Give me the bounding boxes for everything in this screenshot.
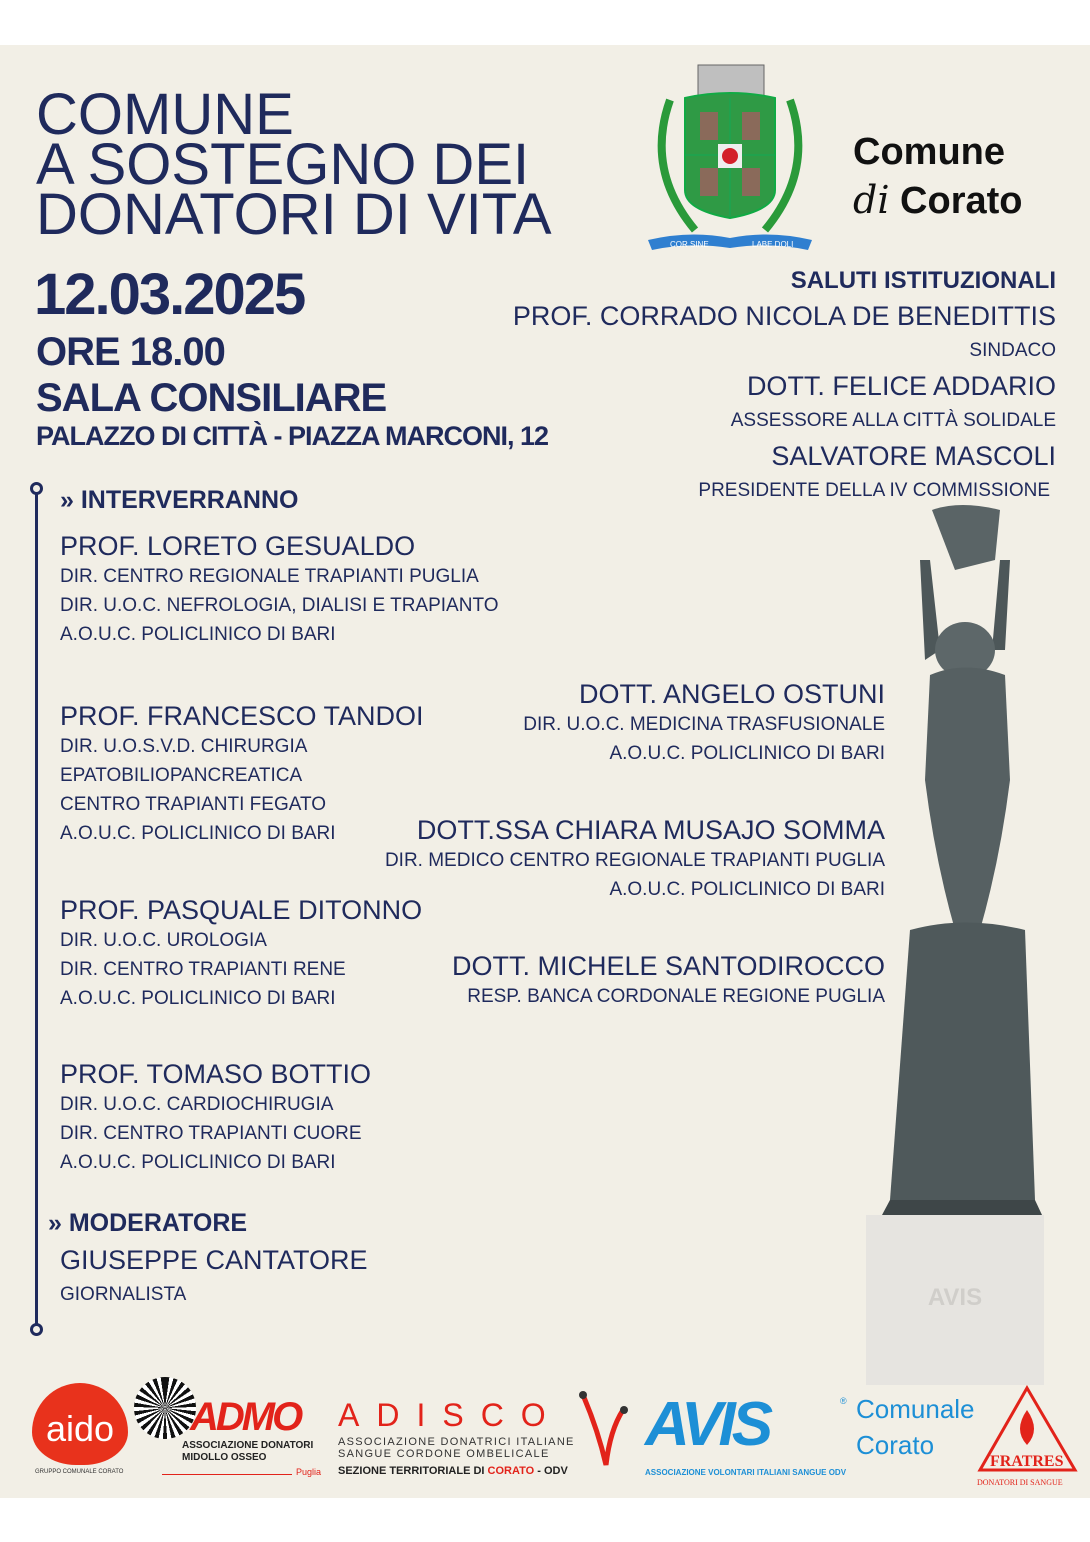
event-time: ORE 18.00 [36, 330, 225, 374]
saluti-role: ASSESSORE ALLA CITTÀ SOLIDALE [730, 410, 1056, 431]
speaker [60, 530, 499, 649]
saluti-role: PRESIDENTE DELLA IV COMMISSIONE [698, 480, 1050, 501]
speaker-name: PROF. FRANCESCO TANDOI [60, 701, 424, 731]
aido-sub: GRUPPO COMUNALE CORATO [35, 1469, 124, 1475]
speaker [452, 950, 885, 1011]
saluti-name: DOTT. FELICE ADDARIO [746, 371, 1056, 401]
speaker-role: A.O.U.C. POLICLINICO DI BARI [60, 988, 336, 1009]
speaker-role: RESP. BANCA CORDONALE REGIONE PUGLIA [467, 986, 885, 1007]
moderatore-name: GIUSEPPE CANTATORE [60, 1245, 368, 1275]
event-venue: SALA CONSILIARE [36, 376, 387, 420]
speaker-role: DIR. CENTRO TRAPIANTI RENE [60, 959, 346, 980]
fratres-sub: DONATORI DI SANGUE [977, 1478, 1063, 1487]
avis-registered: ® [840, 1396, 847, 1406]
comune-city: Corato [900, 180, 1023, 222]
speaker-role: CENTRO TRAPIANTI FEGATO [60, 794, 327, 815]
interverranno-heading: INTERVERRANNO [80, 486, 299, 514]
event-address: PALAZZO DI CITTÀ - PIAZZA MARCONI, 12 [36, 421, 548, 451]
chevron-double-right-icon: » [60, 486, 74, 514]
crest-motto-left: COR SINE [670, 240, 709, 249]
fratres-logo-text: FRATRES [990, 1453, 1064, 1470]
admo-region: Puglia [296, 1467, 322, 1477]
admo-logo-text: ADMO [190, 1395, 301, 1439]
speaker-role: EPATOBILIOPANCREATICA [60, 765, 303, 786]
speaker [385, 814, 885, 904]
admo-wheel-icon [134, 1377, 196, 1439]
statue-base-inscription: AVIS [927, 1284, 983, 1311]
crest-motto-right: LABE DOLI [752, 240, 794, 249]
aido-logo-text: aido [45, 1408, 115, 1449]
speaker-role: DIR. MEDICO CENTRO REGIONALE TRAPIANTI PUGLIA [384, 850, 885, 871]
avis-sub: ASSOCIAZIONE VOLONTARI ITALIANI SANGUE ODV [645, 1468, 847, 1477]
divider [162, 1474, 292, 1475]
speaker-role: A.O.U.C. POLICLINICO DI BARI [60, 624, 336, 645]
comune-di: di [853, 178, 890, 222]
speaker [60, 700, 424, 848]
speaker-role: A.O.U.C. POLICLINICO DI BARI [60, 1152, 336, 1173]
adisco-logo-text: ADISCO [338, 1397, 563, 1433]
speaker-role: DIR. U.O.C. MEDICINA TRASFUSIONALE [523, 714, 885, 735]
timeline-dot [30, 1323, 43, 1336]
saluti-name: PROF. CORRADO NICOLA DE BENEDITTIS [512, 301, 1056, 331]
speaker [60, 894, 422, 1013]
avis-corato: Corato [856, 1430, 935, 1460]
timeline-line [35, 488, 38, 1330]
speaker-name: PROF. TOMASO BOTTIO [60, 1059, 372, 1089]
speaker-role: DIR. U.O.S.V.D. CHIRURGIA [60, 736, 308, 757]
admo-sub: ASSOCIAZIONE DONATORI MIDOLLO OSSEO [182, 1440, 314, 1463]
moderatore-role: GIORNALISTA [60, 1284, 187, 1305]
speaker-name: PROF. LORETO GESUALDO [60, 531, 416, 561]
title-line-2: A SOSTEGNO DEI [36, 132, 530, 197]
avis-logo-text: AVIS [645, 1390, 770, 1459]
title-line-1: COMUNE [36, 82, 294, 147]
speaker-name: PROF. PASQUALE DITONNO [60, 895, 423, 925]
speaker [523, 678, 885, 768]
speaker-role: A.O.U.C. POLICLINICO DI BARI [60, 823, 336, 844]
speaker-role: A.O.U.C. POLICLINICO DI BARI [609, 743, 885, 764]
chevron-double-right-icon: » [48, 1209, 62, 1237]
adisco-ribbon-icon [578, 1390, 628, 1470]
corato-crest-icon [640, 60, 820, 255]
title-line-3: DONATORI DI VITA [36, 182, 552, 247]
speaker-name: DOTT.SSA CHIARA MUSAJO SOMMA [416, 815, 885, 845]
speaker-role: DIR. U.O.C. CARDIOCHIRUGIA [60, 1094, 334, 1115]
timeline-dot [30, 482, 43, 495]
speaker-role: DIR. CENTRO TRAPIANTI CUORE [60, 1123, 362, 1144]
saluti-section [456, 266, 1056, 506]
adisco-section: SEZIONE TERRITORIALE DI CORATO - ODV [338, 1465, 568, 1477]
saluti-heading: SALUTI ISTITUZIONALI [790, 267, 1056, 294]
speaker-role: DIR. U.O.C. NEFROLOGIA, DIALISI E TRAPIANTO [60, 595, 499, 616]
speaker [60, 1058, 371, 1177]
speaker-role: A.O.U.C. POLICLINICO DI BARI [609, 879, 885, 900]
speaker-name: DOTT. ANGELO OSTUNI [578, 679, 885, 709]
speaker-name: DOTT. MICHELE SANTODIROCCO [451, 951, 885, 981]
speaker-role: DIR. U.O.C. UROLOGIA [60, 930, 267, 951]
event-date: 12.03.2025 [34, 262, 305, 327]
saluti-name: SALVATORE MASCOLI [771, 441, 1056, 471]
saluti-role: SINDACO [969, 340, 1056, 361]
adisco-sub: ASSOCIAZIONE DONATRICI ITALIANE SANGUE CORDONE OMBELICALE [338, 1436, 575, 1460]
statue-image [860, 500, 1050, 1390]
comune-label: Comune [853, 131, 1005, 173]
avis-comunale: Comunale [856, 1394, 975, 1424]
speaker-role: DIR. CENTRO REGIONALE TRAPIANTI PUGLIA [60, 566, 479, 587]
moderatore-heading: MODERATORE [68, 1209, 248, 1237]
